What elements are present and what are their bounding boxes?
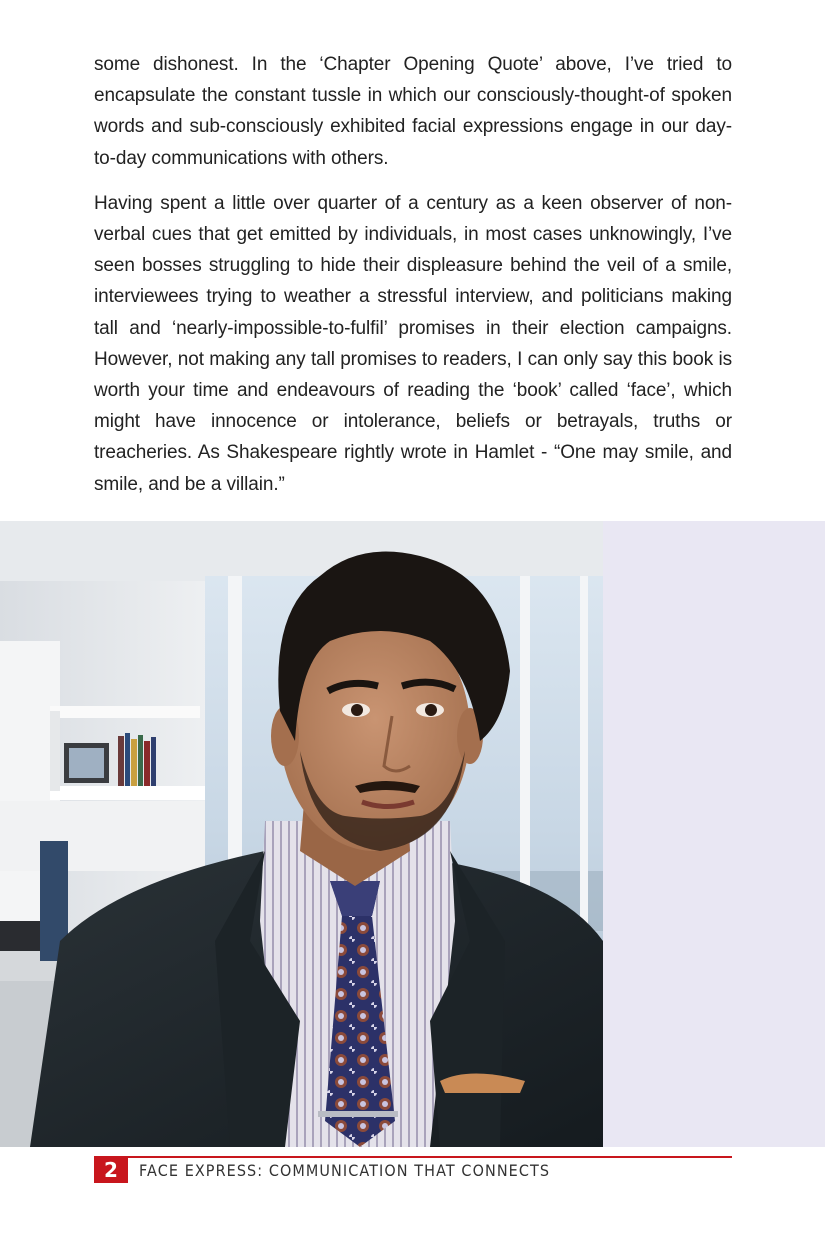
author-photo <box>0 521 603 1147</box>
body-text <box>94 49 732 514</box>
photo-panel <box>0 521 825 1147</box>
running-head: FACE EXPRESS: COMMUNICATION THAT CONNECTS <box>139 1161 551 1180</box>
page-footer <box>94 1155 732 1183</box>
footer-rule <box>94 1156 732 1158</box>
paragraph-2: Having spent a little over quarter of a century as a keen observer of non-verbal cues that get emitted by individuals, in most cases unknowingly, I’ve seen bosses struggling to hide their displeasure behind the veil of a smile, interviewees trying to weather a stressful interview, and politicians making tall and ‘nearly-impossible-to-fulfil’ promises in their election campaigns. However, not making any tall promises to readers, I can only say this book is worth your time and endeavours of reading the ‘book’ called ‘face’, which might have innocence or intolerance, beliefs or betrayals, truths or treacheries. As Shakespeare rightly wrote in Hamlet - “One may smile, and smile, and be a villain.” <box>94 192 732 495</box>
paragraph-1: some dishonest. In the ‘Chapter Opening Quote’ above, I’ve tried to encapsulate the constant tussle in which our consciously-thought-of spoken words and sub-consciously exhibited facial expressions engage in our day-to-day communications with others. <box>94 54 732 169</box>
page-number: 2 <box>94 1158 128 1183</box>
